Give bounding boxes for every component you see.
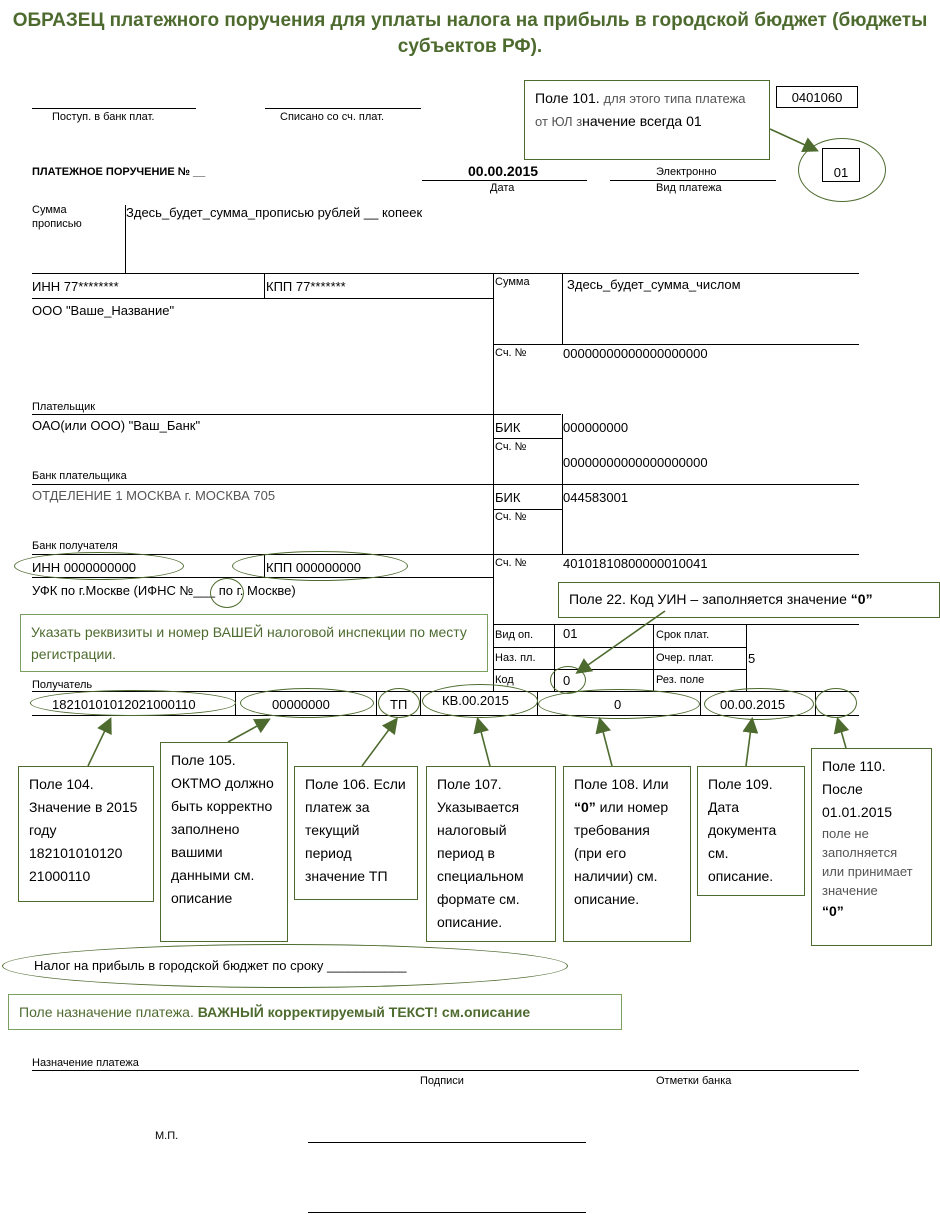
payee-kpp: КПП 000000000 [266, 560, 361, 575]
purpose-text: Налог на прибыль в городской бюджет по сроку ___________ [34, 958, 407, 973]
field-109-docdate: 00.00.2015 [720, 697, 786, 712]
payer-bik-label: БИК [495, 420, 521, 435]
amount-in-words: Здесь_будет_сумма_прописью рублей __ копеек [126, 205, 423, 220]
payer-account: 00000000000000000000 [563, 346, 708, 361]
field-108-docnum: 0 [614, 697, 622, 712]
field-104-kbk: 18210101012021000110 [52, 697, 196, 712]
field-106-basis: ТП [390, 697, 408, 712]
payer-name: ООО "Ваше_Название" [32, 303, 175, 318]
ocher-value: 5 [748, 651, 756, 666]
note-inspection: Указать реквизиты и номер ВАШЕЙ налоговой инспекции по месту регистрации. [20, 614, 488, 672]
payer-bik: 000000000 [563, 420, 629, 435]
page-title: ОБРАЗЕЦ платежного поручения для уплаты налога на прибыль в городской бюджет (бюджеты субъектов РФ). [12, 10, 928, 57]
postup-label: Поступ. в банк плат. [52, 111, 155, 123]
callout-field-104: Поле 104. Значение в 2015 году 182101010120 21000110 [18, 766, 154, 902]
naz-pl-label: Наз. пл. [495, 652, 536, 664]
mp-label: М.П. [155, 1130, 179, 1142]
vid-op-label: Вид оп. [495, 629, 534, 641]
payee-bank-label: Банк получателя [32, 540, 118, 552]
summa-label: Сумма [32, 204, 67, 216]
vid-op-value: 01 [563, 626, 578, 641]
propisyu-label: прописью [32, 218, 82, 230]
payer-bank-acc: 00000000000000000000 [563, 455, 708, 470]
ocher-label: Очер. плат. [656, 652, 714, 664]
payee-acc-label: Сч. № [495, 557, 527, 569]
payee-bank-name: ОТДЕЛЕНИЕ 1 МОСКВА г. МОСКВА 705 [32, 488, 276, 503]
payee-bik: 044583001 [563, 490, 629, 505]
payer-account-label: Сч. № [495, 347, 527, 359]
payer-bank-label: Банк плательщика [32, 470, 127, 482]
purpose-label: Назначение платежа [32, 1057, 139, 1069]
payer-bank-acc-label: Сч. № [495, 441, 527, 453]
callout-field-107: Поле 107. Указывается налоговый период в специальном формате см. описание. [426, 766, 556, 942]
signatures-label: Подписи [420, 1075, 464, 1087]
bank-marks-label: Отметки банка [656, 1075, 732, 1087]
payee-account: 40101810800000010041 [563, 556, 708, 571]
payer-bank-name: ОАО(или ООО) "Ваш_Банк" [32, 418, 201, 433]
payee-name: УФК по г.Москве (ИФНС №___ по г. Москве) [32, 583, 296, 598]
spisano-label: Списано со сч. плат. [280, 111, 385, 123]
payer-inn: ИНН 77******** [32, 279, 119, 294]
payee-bik-label: БИК [495, 490, 521, 505]
note-field-22: Поле 22. Код УИН – заполняется значение “0” [558, 582, 940, 618]
note-field-101: Поле 101. для этого типа платежа от ЮЛ значение всегда 01 [524, 80, 770, 160]
date-label: Дата [490, 182, 515, 194]
vid-label: Вид платежа [656, 182, 722, 194]
po-title: ПЛАТЕЖНОЕ ПОРУЧЕНИЕ № __ [32, 166, 206, 178]
callout-field-110: Поле 110. После 01.01.2015 поле не заполняется или принимает значение “0” [811, 748, 932, 946]
summa-col-label: Сумма [495, 276, 530, 288]
callout-field-109: Поле 109. Дата документа см. описание. [697, 766, 805, 896]
status-box: 01 [822, 148, 860, 182]
note-purpose: Поле назначение платежа. ВАЖНЫЙ корректируемый ТЕКСТ! см.описание [8, 994, 622, 1030]
payee-inn: ИНН 0000000000 [32, 560, 137, 575]
po-date: 00.00.2015 [468, 163, 539, 179]
amount-digits: Здесь_будет_сумма_числом [567, 277, 741, 292]
payee-label: Получатель [32, 679, 93, 691]
payer-label: Плательщик [32, 401, 96, 413]
form-code: 0401060 [776, 86, 858, 108]
payer-kpp: КПП 77******* [266, 279, 346, 294]
vid-value: Электронно [656, 166, 717, 178]
field-107-period: КВ.00.2015 [442, 693, 509, 708]
field-105-oktmo: 00000000 [272, 697, 330, 712]
kod-value: 0 [563, 673, 571, 688]
srok-label: Срок плат. [656, 629, 710, 641]
kod-label: Код [495, 674, 514, 686]
payee-bank-acc-label: Сч. № [495, 511, 527, 523]
callout-field-108: Поле 108. Или “0” или номер требования (при его наличии) см. описание. [563, 766, 691, 942]
callout-field-105: Поле 105. ОКТМО должно быть корректно заполнено вашими данными см. описание [160, 742, 288, 942]
rez-label: Рез. поле [656, 674, 705, 686]
callout-field-106: Поле 106. Если платеж за текущий период значение ТП [294, 766, 418, 900]
